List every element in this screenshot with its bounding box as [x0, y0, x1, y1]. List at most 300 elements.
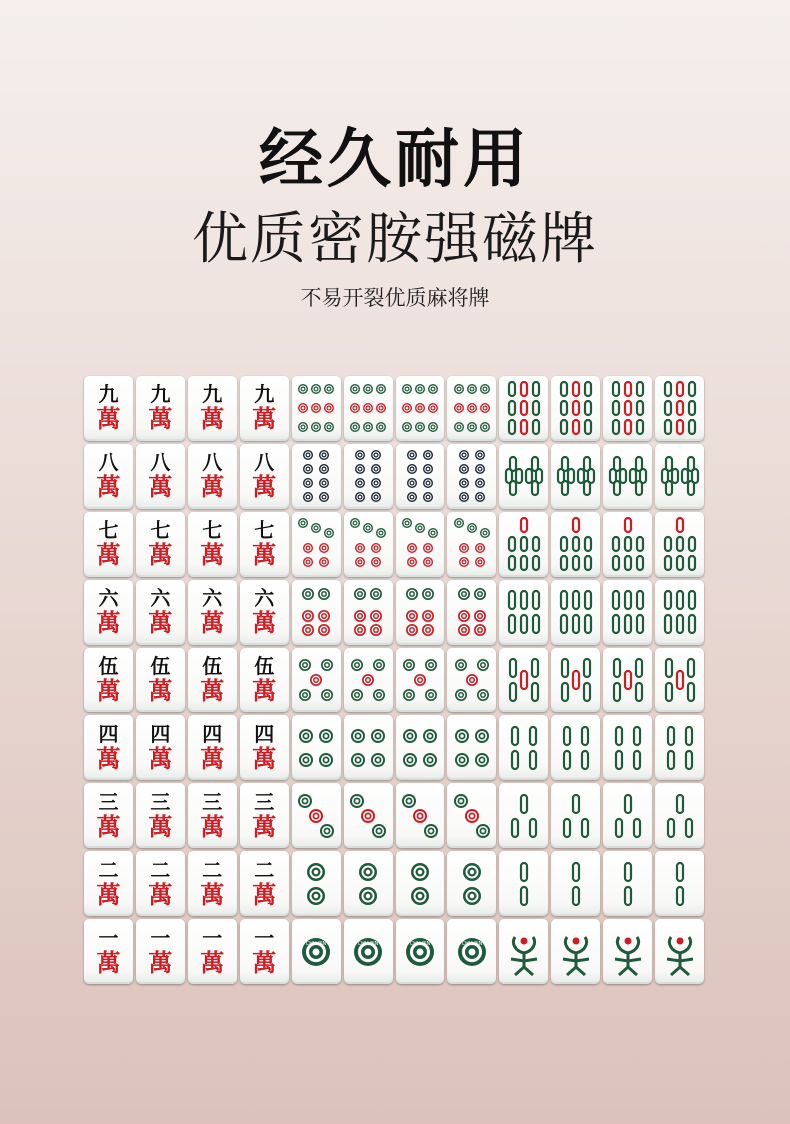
wan-number: 六 [254, 586, 275, 611]
dot-circle [455, 729, 469, 743]
dot-circle [298, 384, 308, 394]
bamboo-stick [677, 863, 683, 881]
bamboo-tile-face [553, 651, 599, 709]
dot-circle [350, 384, 360, 394]
wan-character: 萬 [200, 947, 225, 977]
dot-tile [396, 851, 445, 916]
bamboo-tile [603, 783, 652, 848]
dot-circle [423, 729, 437, 743]
dot-circle [319, 478, 329, 488]
dot-circle [402, 422, 412, 432]
dot-tile [396, 512, 445, 577]
dot-circle [423, 753, 437, 767]
wan-character: 萬 [200, 743, 225, 773]
dot-circle [406, 588, 418, 600]
dot-tile-face [345, 583, 391, 641]
dot-tile [447, 851, 496, 916]
wan-character: 萬 [200, 540, 225, 570]
bamboo-tile-face [501, 379, 547, 437]
dot-tile-face [397, 923, 443, 981]
dot-circle [475, 729, 489, 743]
dot-circle [371, 478, 381, 488]
bamboo-stick [530, 751, 536, 769]
bamboo-stick [521, 887, 527, 905]
bamboo-stick [689, 382, 695, 396]
bamboo-tile [499, 919, 548, 984]
dot-circle [466, 674, 478, 686]
bamboo-stick [509, 556, 515, 570]
bamboo-stick [689, 420, 695, 434]
dot-circle [476, 824, 490, 838]
wan-character: 萬 [252, 743, 277, 773]
bamboo-stick [533, 401, 539, 415]
dot-circle [425, 659, 437, 671]
wan-character: 萬 [200, 472, 225, 502]
wan-number: 二 [202, 857, 223, 882]
dot-tile-face [449, 515, 495, 573]
dot-circle [474, 624, 486, 636]
dot-tile-face [397, 447, 443, 505]
dot-circle [458, 624, 470, 636]
dot-circle [309, 809, 323, 823]
wan-character: 萬 [200, 608, 225, 638]
dot-circle [454, 794, 468, 808]
bamboo-tile-face [553, 787, 599, 845]
bamboo-stick [677, 795, 683, 813]
wan-tile [188, 648, 237, 713]
wan-tile [84, 783, 133, 848]
bamboo-tile-face [501, 855, 547, 913]
bamboo-stick [582, 727, 588, 745]
bamboo-stick [689, 537, 695, 551]
dot-circle [371, 729, 385, 743]
bamboo-stick [610, 469, 616, 483]
dot-circle [423, 464, 433, 474]
bamboo-stick [668, 751, 674, 769]
bamboo-stick [677, 401, 683, 415]
bamboo-tile [603, 376, 652, 441]
bamboo-stick [688, 683, 694, 701]
bamboo-tile [551, 580, 600, 645]
bamboo-stick [613, 401, 619, 415]
bamboo-stick [689, 615, 695, 633]
dot-circle [458, 588, 470, 600]
dot-circle [475, 492, 485, 502]
dot-tile-face [397, 787, 443, 845]
dot-circle [370, 610, 382, 622]
bamboo-stick [677, 591, 683, 609]
dot-circle [403, 753, 417, 767]
bamboo-stick [686, 727, 692, 745]
bamboo-tile [551, 648, 600, 713]
bamboo-tile [551, 444, 600, 509]
dot-circle [302, 624, 314, 636]
wan-tile [84, 444, 133, 509]
dot-circle [428, 422, 438, 432]
bamboo-stick [573, 671, 579, 689]
bamboo-stick [616, 751, 622, 769]
bamboo-tile-face [657, 515, 703, 573]
wan-tile [240, 376, 289, 441]
bamboo-tile [603, 580, 652, 645]
bamboo-tile [655, 444, 704, 509]
bamboo-stick [521, 401, 527, 415]
wan-character: 萬 [252, 879, 277, 909]
dot-tile-face [345, 787, 391, 845]
dot-circle [298, 422, 308, 432]
bamboo-stick [509, 615, 515, 633]
bamboo-tile [499, 851, 548, 916]
dot-circle [319, 492, 329, 502]
bamboo-stick [573, 401, 579, 415]
bamboo-stick [662, 469, 668, 483]
bamboo-stick [668, 727, 674, 745]
bamboo-stick [686, 751, 692, 769]
wan-character: 萬 [252, 540, 277, 570]
wan-number: 四 [98, 721, 119, 746]
wan-tile [188, 715, 237, 780]
wan-character: 萬 [96, 608, 121, 638]
wan-number: 三 [202, 789, 223, 814]
wan-character: 萬 [96, 404, 121, 434]
bamboo-tile [655, 580, 704, 645]
wan-number: 四 [202, 721, 223, 746]
bamboo-tile [551, 851, 600, 916]
dot-circle [318, 588, 330, 600]
dot-tile [447, 376, 496, 441]
bamboo-stick [585, 420, 591, 434]
bamboo-stick [573, 537, 579, 551]
bamboo-tile-face [553, 447, 599, 505]
bamboo-stick [634, 819, 640, 837]
dot-circle [363, 384, 373, 394]
dot-circle [318, 610, 330, 622]
dot-tile [396, 444, 445, 509]
wan-number: 八 [98, 450, 119, 475]
bamboo-tile [603, 919, 652, 984]
wan-tile [84, 919, 133, 984]
bamboo-tile-face [605, 447, 651, 505]
dot-circle [455, 659, 467, 671]
wan-number: 二 [98, 857, 119, 882]
wan-tile [136, 715, 185, 780]
dot-circle [354, 624, 366, 636]
bamboo-tile [499, 648, 548, 713]
dot-circle [298, 518, 308, 528]
wan-number: 一 [202, 925, 223, 950]
dot-circle [423, 450, 433, 460]
wan-character: 萬 [148, 608, 173, 638]
bamboo-stick [573, 863, 579, 881]
bird-eye [520, 937, 527, 944]
dot-tile [396, 376, 445, 441]
wan-character: 萬 [252, 472, 277, 502]
dot-circle [480, 528, 490, 538]
bamboo-stick [582, 751, 588, 769]
dot-circle [415, 422, 425, 432]
dot-ring-text: CHU PIN [357, 940, 379, 947]
dot-circle [302, 610, 314, 622]
dot-circle [475, 464, 485, 474]
bamboo-tile-face [501, 719, 547, 777]
dot-circle [407, 492, 417, 502]
bamboo-stick [616, 727, 622, 745]
dot-tile-face [293, 515, 339, 573]
bamboo-stick [637, 537, 643, 551]
bamboo-tile [603, 648, 652, 713]
bamboo-stick [689, 401, 695, 415]
dot-circle [302, 588, 314, 600]
dot-circle [298, 403, 308, 413]
dot-tile-face [449, 379, 495, 437]
bamboo-stick [637, 556, 643, 570]
bamboo-stick [568, 469, 574, 483]
bamboo-stick [686, 819, 692, 837]
dot-tile-face [449, 447, 495, 505]
bamboo-stick [668, 819, 674, 837]
dot-tile-face [293, 787, 339, 845]
bamboo-tile-face [605, 379, 651, 437]
wan-character: 萬 [148, 811, 173, 841]
dot-tile-face [293, 583, 339, 641]
wan-tile [240, 919, 289, 984]
dot-circle [319, 450, 329, 460]
wan-number: 一 [98, 925, 119, 950]
wan-tile [84, 580, 133, 645]
bamboo-tile [499, 715, 548, 780]
dot-circle [454, 403, 464, 413]
dot-circle [371, 464, 381, 474]
dot-circle [407, 557, 417, 567]
wan-number: 八 [254, 450, 275, 475]
page-title: 经久耐用 [259, 123, 531, 197]
dot-tile [447, 919, 496, 984]
dot-circle [415, 523, 425, 533]
bamboo-stick [584, 659, 590, 677]
bamboo-stick [512, 819, 518, 837]
dot-circle [355, 450, 365, 460]
bamboo-stick [665, 591, 671, 609]
wan-number: 七 [98, 518, 119, 543]
dot-tile [447, 648, 496, 713]
bamboo-stick [561, 420, 567, 434]
bamboo-stick [625, 863, 631, 881]
bamboo-stick [637, 591, 643, 609]
wan-number: 四 [254, 721, 275, 746]
wan-tile [240, 444, 289, 509]
dot-tile-face [397, 719, 443, 777]
dot-circle [414, 674, 426, 686]
bamboo-stick [665, 537, 671, 551]
bamboo-tile [603, 851, 652, 916]
bamboo-stick [637, 420, 643, 434]
wan-tile [136, 512, 185, 577]
wan-tile [240, 851, 289, 916]
dot-circle [428, 403, 438, 413]
dot-circle [454, 518, 464, 528]
dot-circle [319, 753, 333, 767]
wan-number: 六 [150, 586, 171, 611]
bamboo-tile [655, 512, 704, 577]
dot-circle [454, 422, 464, 432]
dot-tile-face [345, 719, 391, 777]
dot-circle [354, 588, 366, 600]
dot-circle [355, 478, 365, 488]
bamboo-stick [613, 556, 619, 570]
dot-circle [459, 478, 469, 488]
bamboo-stick [688, 659, 694, 677]
bamboo-stick [509, 591, 515, 609]
bamboo-stick [530, 819, 536, 837]
bamboo-stick [689, 591, 695, 609]
bamboo-stick [509, 401, 515, 415]
dot-circle [376, 528, 386, 538]
dot-tile [396, 783, 445, 848]
dot-circle [407, 464, 417, 474]
wan-tile [240, 580, 289, 645]
dot-circle [370, 624, 382, 636]
wan-number: 三 [98, 789, 119, 814]
bamboo-stick [585, 615, 591, 633]
bamboo-stick [521, 795, 527, 813]
dot-circle [299, 729, 313, 743]
dot-circle [371, 753, 385, 767]
bamboo-stick [682, 469, 688, 483]
page-tagline: 不易开裂优质麻将牌 [300, 286, 490, 310]
dot-circle [406, 624, 418, 636]
dot-circle [319, 729, 333, 743]
bamboo-tile-face [657, 583, 703, 641]
bamboo-stick [573, 556, 579, 570]
dot-tile-face [397, 515, 443, 573]
bamboo-stick [636, 659, 642, 677]
dot-tile-face [449, 651, 495, 709]
dot-circle [407, 543, 417, 553]
dot-circle [303, 464, 313, 474]
bamboo-stick [521, 537, 527, 551]
dot-tile [344, 512, 393, 577]
bamboo-tile [499, 444, 548, 509]
dot-tile-face [397, 855, 443, 913]
dot-circle [407, 478, 417, 488]
bamboo-tile-face [553, 719, 599, 777]
bamboo-stick [573, 420, 579, 434]
dot-circle [321, 689, 333, 701]
bamboo-stick [614, 659, 620, 677]
dot-circle [311, 384, 321, 394]
bamboo-tile-face [657, 923, 703, 981]
wan-character: 萬 [252, 811, 277, 841]
wan-tile [84, 648, 133, 713]
wan-tile [240, 648, 289, 713]
dot-circle [359, 863, 377, 881]
dot-circle [415, 403, 425, 413]
dot-tile [292, 783, 341, 848]
bamboo-tile [655, 715, 704, 780]
dot-circle [324, 403, 334, 413]
dot-circle [480, 384, 490, 394]
dot-circle [402, 384, 412, 394]
bamboo-stick [625, 671, 631, 689]
wan-number: 伍 [150, 653, 171, 678]
bamboo-stick [521, 615, 527, 633]
bamboo-stick [620, 469, 626, 483]
bamboo-tile [551, 512, 600, 577]
bamboo-stick [521, 382, 527, 396]
bamboo-tile-face [501, 651, 547, 709]
bamboo-stick [564, 751, 570, 769]
bamboo-stick [625, 420, 631, 434]
dot-tile-face [449, 855, 495, 913]
dot-tile-face [449, 719, 495, 777]
dot-circle [463, 887, 481, 905]
dot-circle [474, 588, 486, 600]
bamboo-stick [677, 420, 683, 434]
wan-tile [136, 580, 185, 645]
dot-circle [363, 523, 373, 533]
wan-tile [188, 512, 237, 577]
bamboo-stick [672, 469, 678, 483]
dot-tile [344, 648, 393, 713]
bamboo-stick [561, 591, 567, 609]
wan-number: 三 [150, 789, 171, 814]
dot-circle [475, 557, 485, 567]
wan-tile [188, 851, 237, 916]
dot-circle [423, 492, 433, 502]
bamboo-tile [499, 512, 548, 577]
bamboo-stick [613, 591, 619, 609]
bamboo-tile [499, 376, 548, 441]
bamboo-tile [551, 919, 600, 984]
dot-tile [447, 512, 496, 577]
dot-circle [324, 384, 334, 394]
bamboo-stick [625, 401, 631, 415]
wan-tile [188, 580, 237, 645]
wan-tile [84, 376, 133, 441]
dot-circle [415, 384, 425, 394]
dot-circle [425, 689, 437, 701]
dot-circle [303, 543, 313, 553]
dot-tile-face [345, 447, 391, 505]
bamboo-tile-face [501, 515, 547, 573]
wan-number: 伍 [254, 653, 275, 678]
bamboo-stick [561, 382, 567, 396]
bamboo-stick [585, 382, 591, 396]
bamboo-stick [625, 795, 631, 813]
bamboo-stick [561, 556, 567, 570]
bamboo-tile [655, 376, 704, 441]
bamboo-stick [689, 556, 695, 570]
bamboo-stick [573, 615, 579, 633]
dot-circle [413, 809, 427, 823]
dot-tile [292, 376, 341, 441]
dot-tile-face [293, 923, 339, 981]
wan-number: 伍 [98, 653, 119, 678]
dot-circle [299, 753, 313, 767]
bird-eye [676, 937, 683, 944]
wan-character: 萬 [252, 404, 277, 434]
bamboo-tile [603, 715, 652, 780]
dot-tile [292, 580, 341, 645]
wan-character: 萬 [148, 404, 173, 434]
dot-circle [480, 422, 490, 432]
dot-tile [344, 580, 393, 645]
dot-circle [403, 659, 415, 671]
dot-circle [351, 659, 363, 671]
bamboo-stick [509, 537, 515, 551]
dot-circle [350, 518, 360, 528]
dot-circle [406, 610, 418, 622]
